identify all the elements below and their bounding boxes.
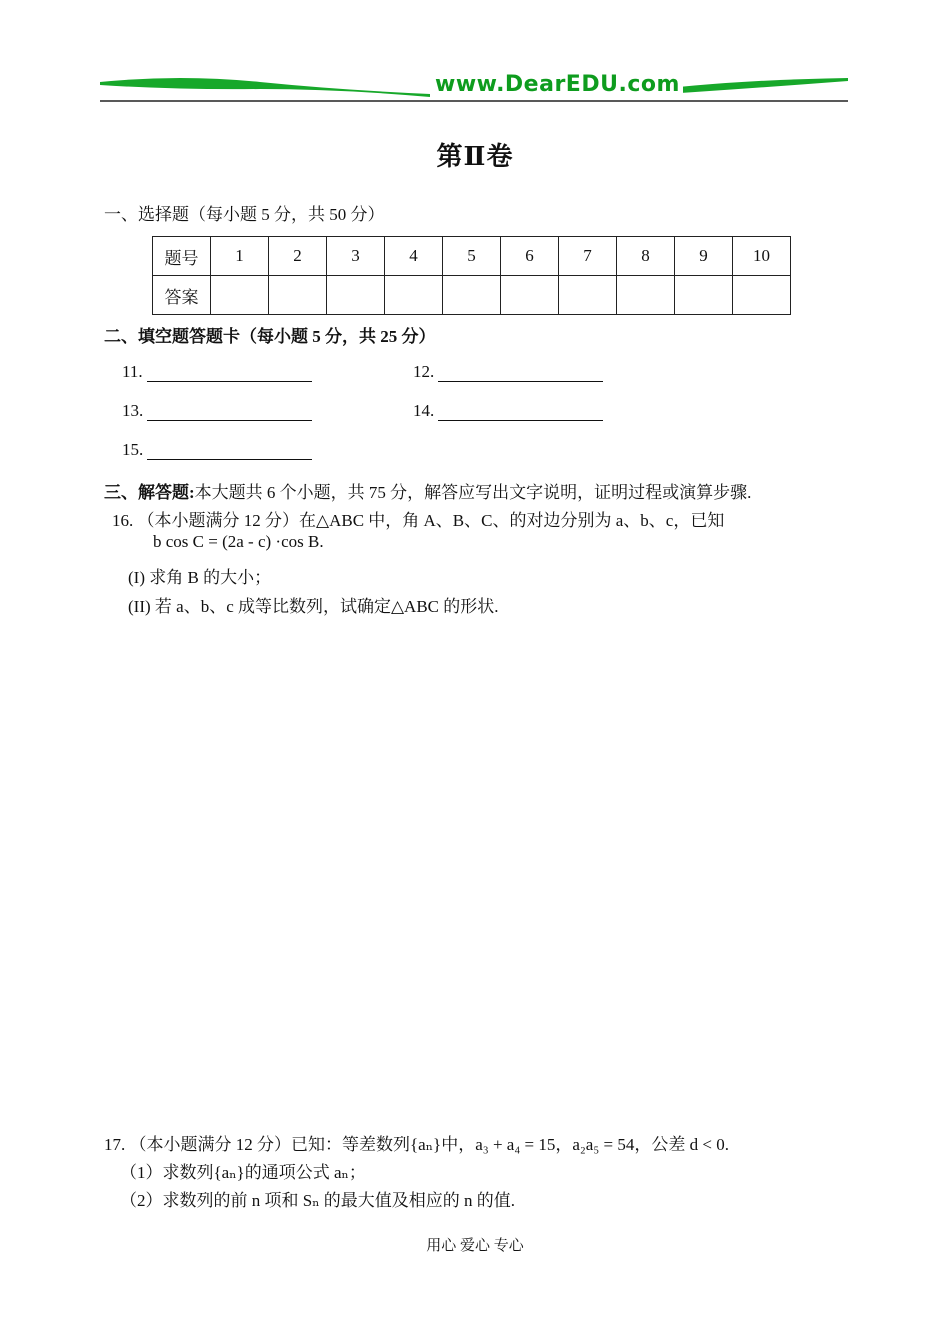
answer-table [152, 236, 791, 315]
table-cell: 5 [443, 237, 501, 276]
table-cell: 1 [211, 237, 269, 276]
answer-cell[interactable] [385, 276, 443, 315]
question-16-formula: b cos C = (2a - c) ·cos B. [153, 532, 324, 551]
answer-cell[interactable] [617, 276, 675, 315]
answer-line[interactable] [438, 404, 603, 421]
answer-cell[interactable] [327, 276, 385, 315]
section1-heading: 一、选择题（每小题 5 分，共 50 分） [104, 205, 385, 224]
answer-cell[interactable] [443, 276, 501, 315]
table-cell: 2 [269, 237, 327, 276]
table-cell: 6 [501, 237, 559, 276]
header-banner [100, 70, 848, 104]
question-number: 17. [104, 1135, 126, 1154]
answer-line[interactable] [438, 365, 603, 382]
answer-cell[interactable] [501, 276, 559, 315]
section3-heading-rest: 本大题共 6 个小题，共 75 分，解答应写出文字说明，证明过程或演算步骤. [194, 483, 752, 502]
table-row-label-number: 题号 [153, 237, 211, 276]
blank-15 [122, 440, 312, 460]
question-16-part1: (I) 求角 B 的大小； [128, 568, 272, 587]
page-title: 第Ⅱ卷 [436, 142, 514, 171]
question-17-part2: （2）求数列的前 n 项和 Sₙ 的最大值及相应的 n 的值. [120, 1191, 516, 1210]
table-row [153, 237, 791, 276]
question-17-part1: （1）求数列{aₙ}的通项公式 aₙ； [120, 1163, 366, 1182]
blank-11 [122, 362, 312, 382]
section3-heading [104, 478, 751, 503]
answer-line[interactable] [147, 404, 312, 421]
page-footer: 用心 爱心 专心 [426, 1238, 524, 1254]
blank-13 [122, 401, 312, 421]
question-17-intro [104, 1130, 864, 1155]
table-row-label-answer: 答案 [153, 276, 211, 315]
table-cell: 4 [385, 237, 443, 276]
table-cell: 8 [617, 237, 675, 276]
table-row [153, 276, 791, 315]
blank-12 [413, 362, 603, 382]
table-cell: 7 [559, 237, 617, 276]
blank-number: 14. [413, 401, 435, 420]
answer-cell[interactable] [733, 276, 791, 315]
question-text: （本小题满分 12 分）已知：等差数列{aₙ}中，a₃ + a₄ = 15，a₂a₅ = 54，公差 d < 0. [129, 1135, 729, 1154]
site-logo-text: www.DearEDU.com [432, 72, 683, 97]
blank-number: 13. [122, 401, 144, 420]
blank-number: 12. [413, 362, 435, 381]
answer-line[interactable] [147, 365, 312, 382]
blank-14 [413, 401, 603, 421]
answer-cell[interactable] [559, 276, 617, 315]
question-16-intro [112, 506, 852, 531]
section2-heading: 二、填空题答题卡（每小题 5 分，共 25 分） [104, 327, 436, 346]
blank-number: 15. [122, 440, 144, 459]
table-cell: 10 [733, 237, 791, 276]
table-cell: 9 [675, 237, 733, 276]
blank-number: 11. [122, 362, 143, 381]
question-text: （本小题满分 12 分）在△ABC 中，角 A、B、C、的对边分别为 a、b、c，已知 [137, 511, 725, 530]
table-cell: 3 [327, 237, 385, 276]
section3-heading-bold: 三、解答题: [104, 483, 195, 502]
answer-cell[interactable] [675, 276, 733, 315]
answer-cell[interactable] [211, 276, 269, 315]
answer-cell[interactable] [269, 276, 327, 315]
question-16-part2: (II) 若 a、b、c 成等比数列，试确定△ABC 的形状. [128, 597, 499, 616]
answer-line[interactable] [147, 443, 312, 460]
question-number: 16. [112, 511, 134, 530]
